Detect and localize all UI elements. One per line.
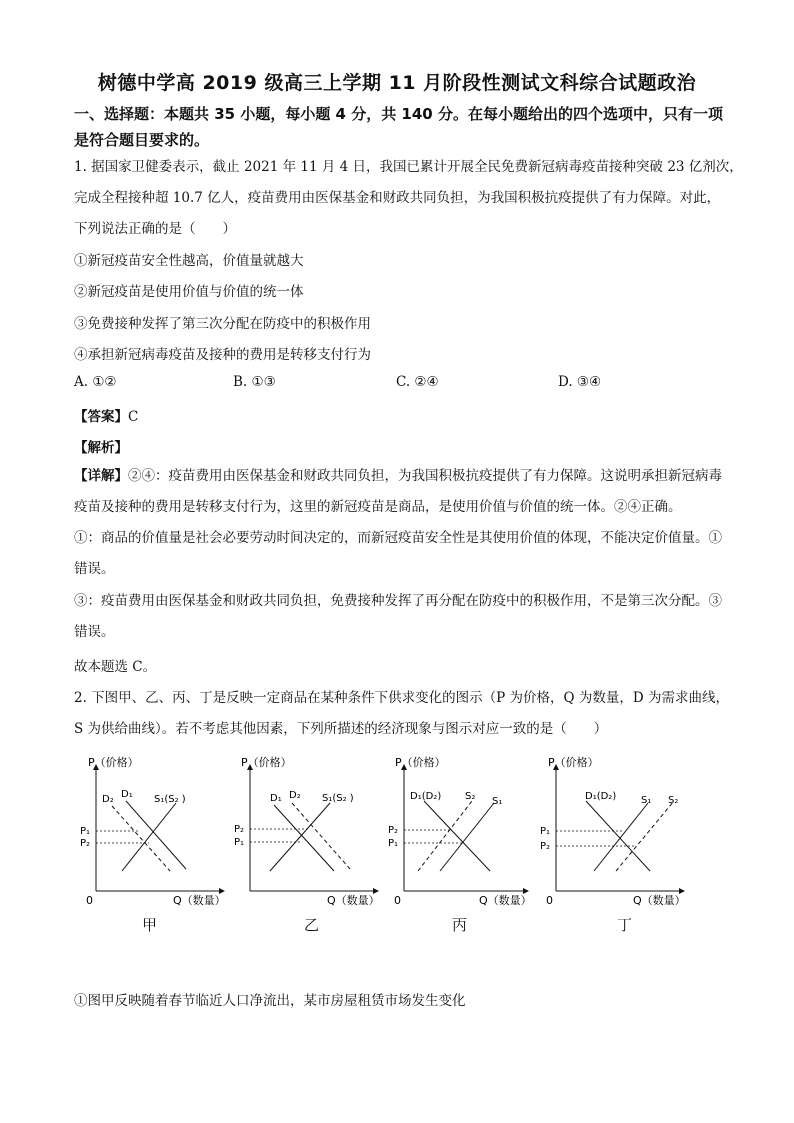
graph-ding (540, 755, 686, 907)
graph-jia-p-top: P₁ (80, 826, 91, 837)
graph-jia-curve-b (126, 801, 186, 869)
detail-label: 【详解】 (74, 468, 128, 484)
q1-stem-line-1: 1. 据国家卫健委表示，截止 2021 年 11 月 4 日，我国已累计开展全民免费新冠病毒疫苗接种突破 23 亿剂次， (74, 159, 743, 175)
graph-yi (234, 755, 380, 907)
graph-yi-label-c: S₁(S₂ ) (322, 793, 354, 804)
graph-ding-curve-a (586, 801, 650, 871)
graph-bing (388, 755, 532, 907)
graph-yi-curve-c (270, 803, 330, 871)
graph-yi-curve-a (274, 805, 334, 871)
section-heading: 一、选择题：本题共 35 小题，每小题 4 分，共 140 分。在每小题给出的四个选项中，只有一项是符合题目要求的。 (74, 105, 723, 149)
graph-ding-p-top: P₁ (540, 826, 551, 837)
q1-option-a: A. ①② (74, 374, 117, 390)
graph-yi-x-axis-label: Q（数量） (327, 894, 380, 907)
graph-jia-curve-c (122, 803, 176, 871)
graph-ding-curve-c (616, 801, 674, 871)
graph-bing-x-axis-label: Q（数量） (479, 894, 532, 907)
q1-conclusion: 故本题选 C。 (74, 659, 157, 675)
graph-jia-p-bottom: P₂ (80, 838, 91, 849)
graph-ding-curve-b (594, 803, 648, 871)
graph-bing-origin: 0 (394, 894, 401, 907)
q1-answer (74, 405, 138, 425)
graph-bing-p-top: P₂ (388, 825, 399, 836)
graph-yi-p-top: P₂ (234, 824, 245, 835)
graph-yi-label-a: D₁ (270, 793, 282, 804)
q1-option-b: B. ①③ (233, 374, 276, 390)
q1-stem-line-2: 完成全程接种超 10.7 亿人，疫苗费用由医保基金和财政共同负担，为我国积极抗疫提供了有力保障。对此， (74, 190, 721, 206)
graph-yi-label-b: D₂ (289, 790, 301, 801)
q1-analysis-label: 【解析】 (74, 440, 128, 456)
q1-detail-2: ①：商品的价值量是社会必要劳动时间决定的，而新冠疫苗安全性是其使用价值的体现，不能决定价值量。①错误。 (74, 530, 722, 577)
graph-bing-p-bottom: P₁ (388, 838, 399, 849)
q2-statement-1: ①图甲反映随着春节临近人口净流出，某市房屋租赁市场发生变化 (74, 993, 466, 1009)
graph-jia-label-a: D₂ (102, 794, 114, 805)
q1-detail-3: ③：疫苗费用由医保基金和财政共同负担，免费接种发挥了再分配在防疫中的积极作用，不是第三次分配。③错误。 (74, 593, 722, 640)
q2-stem-line-1: 2. 下图甲、乙、丙、丁是反映一定商品在某种条件下供求变化的图示（P 为价格，Q 为数量，D 为需求曲线， (74, 690, 730, 706)
page-title: 树德中学高 2019 级高三上学期 11 月阶段性测试文科综合试题政治 (97, 72, 697, 94)
supply-demand-graphs (0, 745, 794, 915)
graph-bing-curve-c (440, 803, 494, 871)
q1-statement-2: ②新冠疫苗是使用价值与价值的统一体 (74, 284, 304, 300)
q1-stem-line-3: 下列说法正确的是（ ） (74, 221, 236, 237)
graph-jia-y-axis-label: P（价格） (88, 756, 139, 769)
graph-jia-origin: 0 (86, 894, 93, 907)
graph-ding-label-a: D₁(D₂) (585, 791, 617, 802)
q1-detail-1 (74, 461, 724, 523)
graph-ding-label-b: S₁ (641, 795, 652, 806)
graph-jia-x-axis-label: Q（数量） (173, 894, 226, 907)
graph-ding-x-axis-label: Q（数量） (633, 894, 686, 907)
graph-bing-curve-b (418, 801, 472, 871)
graph-bing-caption: 丙 (452, 916, 468, 934)
graph-ding-label-c: S₂ (668, 795, 679, 806)
graph-bing-label-c: S₁ (492, 796, 503, 807)
graph-ding-origin: 0 (546, 894, 553, 907)
q1-option-c: C. ②④ (396, 374, 439, 390)
graph-jia-label-b: D₁ (121, 789, 133, 800)
q1-statement-3: ③免费接种发挥了第三次分配在防疫中的积极作用 (74, 316, 371, 332)
graph-ding-y-axis-label: P（价格） (548, 756, 599, 769)
q1-statement-1: ①新冠疫苗安全性越高，价值量就越大 (74, 253, 304, 269)
graph-ding-caption: 丁 (617, 916, 633, 934)
graph-jia-curve-a (112, 806, 170, 871)
graph-yi-p-bottom: P₁ (234, 837, 245, 848)
graph-jia-caption: 甲 (142, 916, 158, 934)
graph-yi-y-axis-label: P（价格） (241, 756, 292, 769)
q1-statement-4: ④承担新冠病毒疫苗及接种的费用是转移支付行为 (74, 347, 371, 363)
answer-label: 【答案】 (74, 409, 128, 425)
q2-stem-line-2: S 为供给曲线）。若不考虑其他因素，下列所描述的经济现象与图示对应一致的是（ ） (74, 721, 608, 737)
graph-bing-label-b: S₂ (465, 791, 476, 802)
q1-option-d: D. ③④ (558, 374, 602, 390)
graph-ding-p-bottom: P₂ (540, 841, 551, 852)
graph-yi-caption: 乙 (304, 916, 320, 934)
graph-jia (80, 755, 226, 907)
graph-bing-label-a: D₁(D₂) (410, 791, 442, 802)
answer-value: C (128, 409, 139, 425)
graph-bing-y-axis-label: P（价格） (395, 756, 446, 769)
graph-bing-curve-a (424, 801, 490, 871)
graph-jia-label-c: S₁(S₂ ) (154, 794, 186, 805)
detail-1-text: ②④：疫苗费用由医保基金和财政共同负担，为我国积极抗疫提供了有力保障。这说明承担新冠病毒疫苗及接种的费用是转移支付行为，这里的新冠疫苗是商品，是使用价值与价值的统一体。②④正确。 (74, 468, 722, 515)
